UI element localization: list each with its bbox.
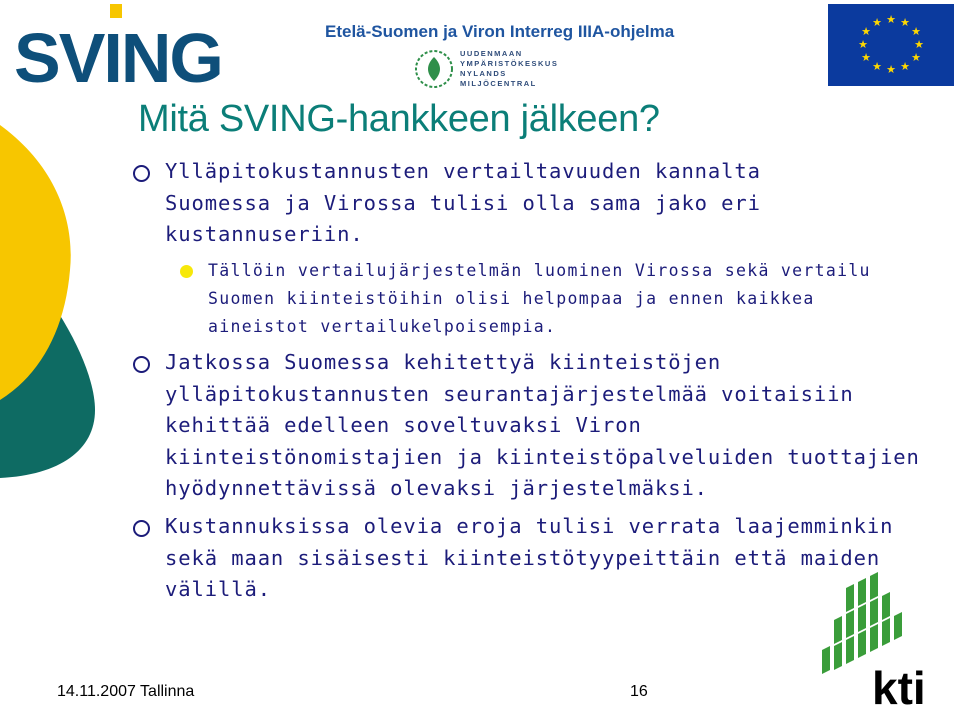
bullet-line: Kustannuksissa olevia eroja tulisi verrata laajemminkin	[165, 514, 894, 538]
partner-logo-line: MILJÖCENTRAL	[460, 79, 537, 88]
bullet-line: hyödynnettävissä olevaksi järjestelmäksi.	[165, 476, 708, 500]
bullet-line: sekä maan sisäisesti kiinteistötyypeittäin että maiden	[165, 545, 881, 570]
bullet-line: Suomessa ja Virossa tulisi olla sama jako eri	[165, 190, 761, 215]
decorative-side-shapes	[0, 0, 140, 709]
svg-text:★: ★	[900, 16, 910, 29]
svg-text:★: ★	[861, 51, 871, 64]
svg-text:★: ★	[911, 51, 921, 64]
partner-logo-line: NYLANDS	[460, 69, 507, 78]
bullet-line: välillä.	[165, 577, 271, 601]
bullet-line: kiinteistönomistajien ja kiinteistöpalveluiden tuottajien	[165, 444, 920, 469]
ymparistokeskus-logo	[412, 47, 572, 93]
partner-logo-line: UUDENMAAN	[460, 49, 523, 58]
circle-bullet-icon	[133, 356, 150, 373]
partner-logo-line: YMPÄRISTÖKESKUS	[460, 59, 559, 68]
svg-text:SVING: SVING	[14, 19, 222, 90]
svg-text:★: ★	[886, 63, 896, 76]
slide-title: Mitä SVING-hankkeen jälkeen?	[138, 98, 660, 140]
svg-text:★: ★	[858, 38, 868, 51]
kti-logo-text: kti	[872, 662, 926, 708]
svg-text:★: ★	[861, 25, 871, 38]
circle-bullet-icon	[133, 165, 150, 182]
bullet-line: ylläpitokustannusten seurantajärjestelmää voitaisiin	[165, 381, 854, 406]
yellow-dot-icon	[180, 265, 193, 278]
circle-bullet-icon	[133, 520, 150, 537]
bullet-line: aineistot vertailukelpoisempia.	[208, 317, 557, 336]
svg-text:★: ★	[900, 60, 910, 73]
eu-flag-icon	[828, 4, 954, 86]
svg-text:★: ★	[914, 38, 924, 51]
bullet-line: Tällöin vertailujärjestelmän luominen Virossa sekä vertailu	[208, 261, 871, 280]
bullet-line: Ylläpitokustannusten vertailtavuuden kannalta	[165, 159, 761, 183]
footer-date: 14.11.2007 Tallinna	[57, 683, 195, 700]
svg-text:★: ★	[872, 16, 882, 29]
page-number: 16	[630, 683, 648, 700]
sving-logo	[14, 4, 224, 90]
leaf-circle-icon	[412, 47, 456, 91]
bullet-line: Suomen kiinteistöihin olisi helpompaa ja ennen kaikkea	[208, 289, 815, 308]
svg-text:★: ★	[872, 60, 882, 73]
bullet-line: Jatkossa Suomessa kehitettyä kiinteistöjen	[165, 350, 722, 374]
kti-logo	[812, 568, 956, 708]
program-title: Etelä-Suomen ja Viron Interreg IIIA-ohjelma	[325, 22, 675, 41]
svg-text:★: ★	[911, 25, 921, 38]
svg-text:★: ★	[886, 13, 896, 26]
bullet-line: kustannuseriin.	[165, 222, 364, 246]
bullet-line: kehittää edelleen soveltuvaksi Viron	[165, 413, 642, 437]
